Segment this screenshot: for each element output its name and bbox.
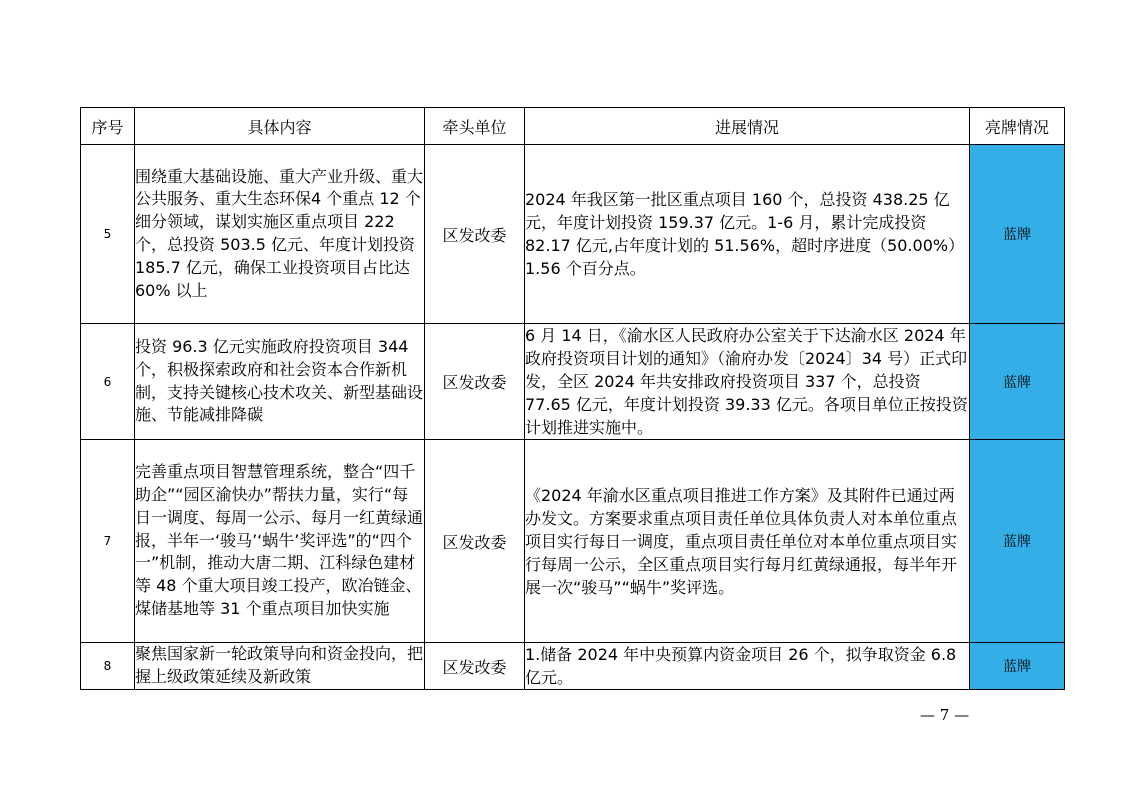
status-badge: 蓝牌 — [970, 324, 1065, 440]
row-content: 投资 96.3 亿元实施政府投资项目 344 个，积极探索政府和社会资本合作新机制，支持关键核心技术攻关、新型基础设施、节能减排降碳 — [135, 324, 425, 440]
row-unit: 区发改委 — [425, 324, 525, 440]
status-badge: 蓝牌 — [970, 440, 1065, 643]
table-row — [81, 440, 1065, 643]
row-unit: 区发改委 — [425, 145, 525, 324]
row-progress: 2024 年我区第一批区重点项目 160 个，总投资 438.25 亿元，年度计划投资 159.37 亿元。1-6 月，累计完成投资 82.17 亿元,占年度计划的 51.56%，超时序进度（50.00%）1.56 个百分点。 — [525, 145, 970, 324]
header-index: 序号 — [81, 108, 135, 145]
row-index: 6 — [81, 324, 135, 440]
row-content: 完善重点项目智慧管理系统，整合“四千助企”“园区渝快办”帮扶力量，实行“每日一调度、每周一公示、每月一红黄绿通报，半年一‘骏马’‘蜗牛’奖评选”的“四个一”机制，推动大唐二期、江科绿色建材等 48 个重大项目竣工投产，欧冶链金、煤储基地等 31 个重点项目加快实施 — [135, 440, 425, 643]
row-unit: 区发改委 — [425, 440, 525, 643]
status-badge: 蓝牌 — [970, 643, 1065, 690]
table-header-row — [81, 108, 1065, 145]
row-index: 5 — [81, 145, 135, 324]
row-unit: 区发改委 — [425, 643, 525, 690]
project-table — [80, 107, 1065, 690]
page-number: — 7 — — [920, 706, 970, 724]
row-progress: 1.储备 2024 年中央预算内资金项目 26 个，拟争取资金 6.8 亿元。 — [525, 643, 970, 690]
table-row — [81, 145, 1065, 324]
header-unit: 牵头单位 — [425, 108, 525, 145]
header-status: 亮牌情况 — [970, 108, 1065, 145]
row-progress: 6 月 14 日，《渝水区人民政府办公室关于下达渝水区 2024 年政府投资项目计划的通知》（渝府办发〔2024〕34 号）正式印发，全区 2024 年共安排政府投资项目 337 个，总投资 77.65 亿元，年度计划投资 39.33 亿元。各项目单位正按投资计划推进实施中。 — [525, 324, 970, 440]
row-content: 围绕重大基础设施、重大产业升级、重大公共服务、重大生态环保4 个重点 12 个细分领域，谋划实施区重点项目 222 个，总投资 503.5 亿元、年度计划投资 185.7 亿元，确保工业投资项目占比达 60% 以上 — [135, 145, 425, 324]
row-index: 8 — [81, 643, 135, 690]
row-content: 聚焦国家新一轮政策导向和资金投向，把握上级政策延续及新政策 — [135, 643, 425, 690]
header-content: 具体内容 — [135, 108, 425, 145]
row-progress: 《2024 年渝水区重点项目推进工作方案》及其附件已通过两办发文。方案要求重点项目责任单位具体负责人对本单位重点项目实行每日一调度，重点项目责任单位对本单位重点项目实行每周一公示，全区重点项目实行每月红黄绿通报，每半年开展一次“骏马”“蜗牛”奖评选。 — [525, 440, 970, 643]
table-row — [81, 643, 1065, 690]
status-badge: 蓝牌 — [970, 145, 1065, 324]
table-row — [81, 324, 1065, 440]
header-progress: 进展情况 — [525, 108, 970, 145]
row-index: 7 — [81, 440, 135, 643]
